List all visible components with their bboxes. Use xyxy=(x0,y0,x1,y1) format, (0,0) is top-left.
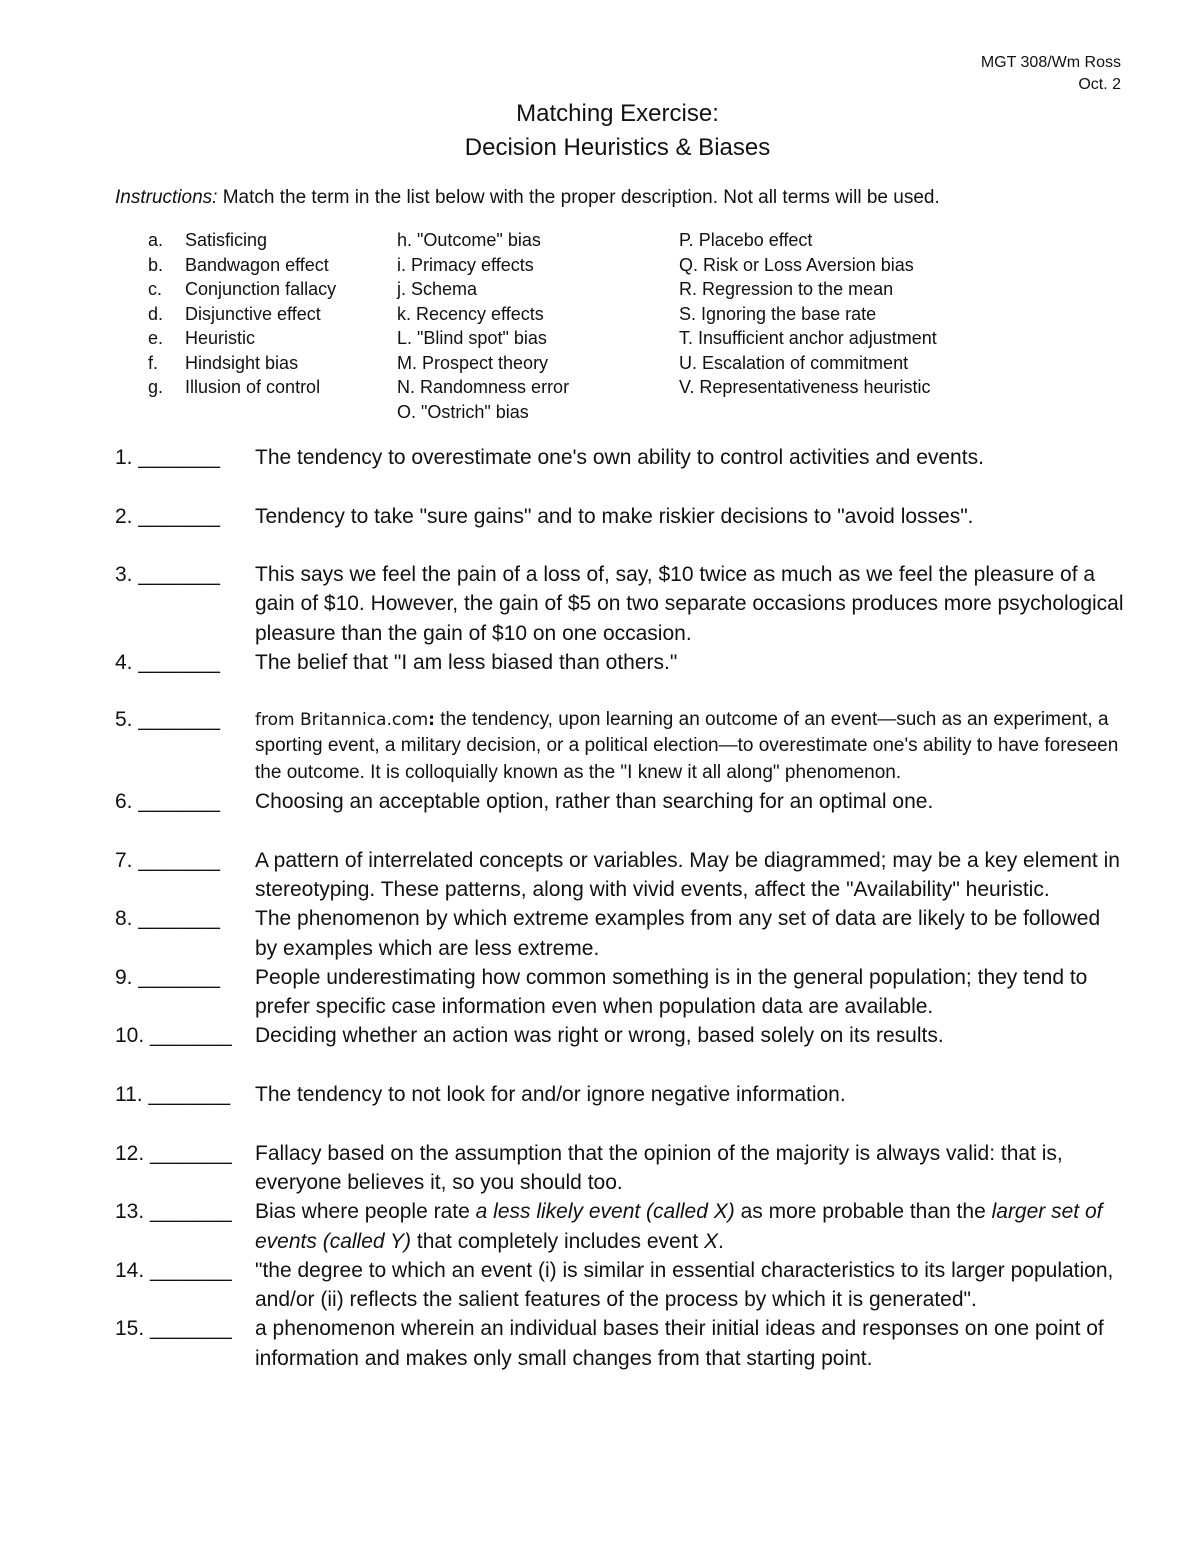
term-item: j. Schema xyxy=(397,279,478,299)
question-text: "the degree to which an event (i) is similar in essential characteristics to its larger population, and/or (ii) reflects the salient features of the process by which it is generated". xyxy=(255,1258,1114,1312)
term-item: U. Escalation of commitment xyxy=(679,352,909,373)
source-name: from Britannica.com xyxy=(255,709,429,730)
term-item xyxy=(148,277,336,302)
question-9 xyxy=(115,963,1125,1022)
question-text: Deciding whether an action was right or wrong, based solely on its results. xyxy=(255,1024,944,1048)
term-letter: f. xyxy=(148,352,159,373)
term-item: R. Regression to the mean xyxy=(679,279,894,299)
term-item xyxy=(148,375,336,400)
course-header xyxy=(981,52,1121,96)
answer-blank[interactable]: 12. _______ xyxy=(115,1141,232,1165)
source-citation xyxy=(255,710,435,730)
term-item: O. "Ostrich" bias xyxy=(397,401,529,422)
answer-blank[interactable]: 14. _______ xyxy=(115,1258,232,1282)
term-item: h. "Outcome" bias xyxy=(397,230,541,250)
term-letter: g. xyxy=(148,377,164,397)
answer-blank[interactable]: 13. _______ xyxy=(115,1200,232,1224)
question-text: Choosing an acceptable option, rather than searching for an optimal one. xyxy=(255,790,934,814)
question-text: People underestimating how common something is in the general population; they tend to prefer specific case information even when population data are available. xyxy=(255,965,1088,1019)
term-label: Hindsight bias xyxy=(185,352,299,373)
term-letter: a. xyxy=(148,230,164,250)
italic-run: X xyxy=(704,1229,719,1253)
answer-blank[interactable]: 10. _______ xyxy=(115,1024,232,1048)
question-6 xyxy=(115,787,1125,816)
instructions-label: Instructions: xyxy=(115,187,218,208)
term-item: V. Representativeness heuristic xyxy=(679,377,931,397)
question-text xyxy=(255,707,1125,787)
term-letter: c. xyxy=(148,279,163,299)
term-item xyxy=(148,351,336,376)
question-text: The tendency to not look for and/or ignore negative information. xyxy=(255,1083,846,1107)
answer-blank[interactable]: 4. _______ xyxy=(115,651,221,675)
term-item: Q. Risk or Loss Aversion bias xyxy=(679,254,914,275)
source-colon: : xyxy=(428,709,435,730)
question-11 xyxy=(115,1080,1125,1109)
term-label: Conjunction fallacy xyxy=(185,279,337,299)
term-item xyxy=(148,228,336,253)
question-text: Fallacy based on the assumption that the opinion of the majority is always valid: that is, everyone believes it, so you should too. xyxy=(255,1141,1063,1194)
text-run: . xyxy=(718,1229,724,1253)
question-12 xyxy=(115,1139,1125,1198)
term-list-column-1 xyxy=(148,228,336,400)
question-text: The tendency to overestimate one's own ability to control activities and events. xyxy=(255,446,984,469)
italic-run: larger set of events (called Y) xyxy=(255,1200,1103,1253)
text-run: that completely includes event xyxy=(411,1229,705,1253)
instructions-text: Match the term in the list below with the proper description. Not all terms will be used. xyxy=(217,187,940,208)
answer-blank[interactable]: 1. _______ xyxy=(115,446,221,469)
question-text xyxy=(255,1197,1125,1256)
term-item: i. Primacy effects xyxy=(397,254,534,275)
course-date: Oct. 2 xyxy=(1078,76,1121,93)
question-8 xyxy=(115,904,1125,963)
page-subtitle: Decision Heuristics & Biases xyxy=(464,134,771,161)
question-text: a phenomenon wherein an individual bases their initial ideas and responses on one point of information and makes only small changes from that starting point. xyxy=(255,1317,1104,1370)
term-item xyxy=(148,302,336,327)
answer-blank[interactable]: 11. _______ xyxy=(115,1083,231,1107)
text-run: Bias where people rate xyxy=(255,1200,476,1224)
term-letter: e. xyxy=(148,328,164,348)
question-text: The belief that "I am less biased than others." xyxy=(255,651,678,675)
question-3 xyxy=(115,560,1125,648)
term-item: P. Placebo effect xyxy=(679,230,813,250)
question-5 xyxy=(115,707,1125,787)
question-1 xyxy=(115,443,1125,472)
term-label: Bandwagon effect xyxy=(185,254,329,275)
question-text: This says we feel the pain of a loss of, say, $10 twice as much as we feel the pleasure of a gain of $10. However, the gain of $5 on two separate occasions produces more psychological pleasure than the gain of $10 on one occasion. xyxy=(255,563,1124,645)
answer-blank[interactable]: 8. _______ xyxy=(115,907,221,931)
instructions xyxy=(115,185,940,211)
question-14 xyxy=(115,1256,1125,1315)
answer-blank[interactable]: 3. _______ xyxy=(115,563,221,587)
italic-run: a less likely event (called X) xyxy=(475,1200,735,1224)
question-10 xyxy=(115,1021,1125,1050)
term-list-column-3 xyxy=(679,228,937,400)
answer-blank[interactable]: 9. _______ xyxy=(115,965,221,989)
answer-blank[interactable]: 15. _______ xyxy=(115,1317,232,1341)
term-item xyxy=(148,326,336,351)
term-label: Satisficing xyxy=(185,230,268,250)
answer-blank[interactable]: 5. _______ xyxy=(115,707,221,731)
term-list-column-2 xyxy=(397,228,569,424)
answer-blank[interactable]: 2. _______ xyxy=(115,504,221,528)
text-run: as more probable than the xyxy=(734,1200,992,1224)
question-7 xyxy=(115,846,1125,905)
question-2 xyxy=(115,502,1125,531)
question-text: A pattern of interrelated concepts or variables. May be diagrammed; may be a key element in stereotyping. These patterns, along with vivid events, affect the "Availability" heuristic. xyxy=(255,848,1120,901)
term-letter: b. xyxy=(148,254,164,275)
course-name: MGT 308/Wm Ross xyxy=(980,54,1121,71)
question-13 xyxy=(115,1197,1125,1256)
term-label: Illusion of control xyxy=(185,377,321,397)
question-text: The phenomenon by which extreme examples from any set of data are likely to be followed by examples which are less extreme. xyxy=(255,907,1101,960)
term-item: N. Randomness error xyxy=(397,377,570,397)
page-title: Matching Exercise: xyxy=(516,100,719,127)
question-4 xyxy=(115,648,1125,677)
answer-blank[interactable]: 6. _______ xyxy=(115,790,221,814)
term-label: Heuristic xyxy=(185,328,256,348)
answer-blank[interactable]: 7. _______ xyxy=(115,848,221,872)
term-item xyxy=(148,253,336,278)
term-label: Disjunctive effect xyxy=(185,303,321,324)
question-list xyxy=(115,443,1125,1373)
question-5-body: the tendency, upon learning an outcome of an event—such as an experiment, a sporting event, a military decision, or a political election—to overestimate one's ability to have foreseen the outcome. It is colloquially known as the "I knew it all along" phenomenon. xyxy=(255,708,1119,784)
question-text: Tendency to take "sure gains" and to make riskier decisions to "avoid losses". xyxy=(255,504,974,528)
term-item: T. Insufficient anchor adjustment xyxy=(679,328,937,348)
question-15 xyxy=(115,1314,1125,1373)
term-item: M. Prospect theory xyxy=(397,352,549,373)
term-item: L. "Blind spot" bias xyxy=(397,328,547,348)
term-letter: d. xyxy=(148,303,164,324)
term-item: S. Ignoring the base rate xyxy=(679,303,877,324)
term-item: k. Recency effects xyxy=(397,303,544,324)
